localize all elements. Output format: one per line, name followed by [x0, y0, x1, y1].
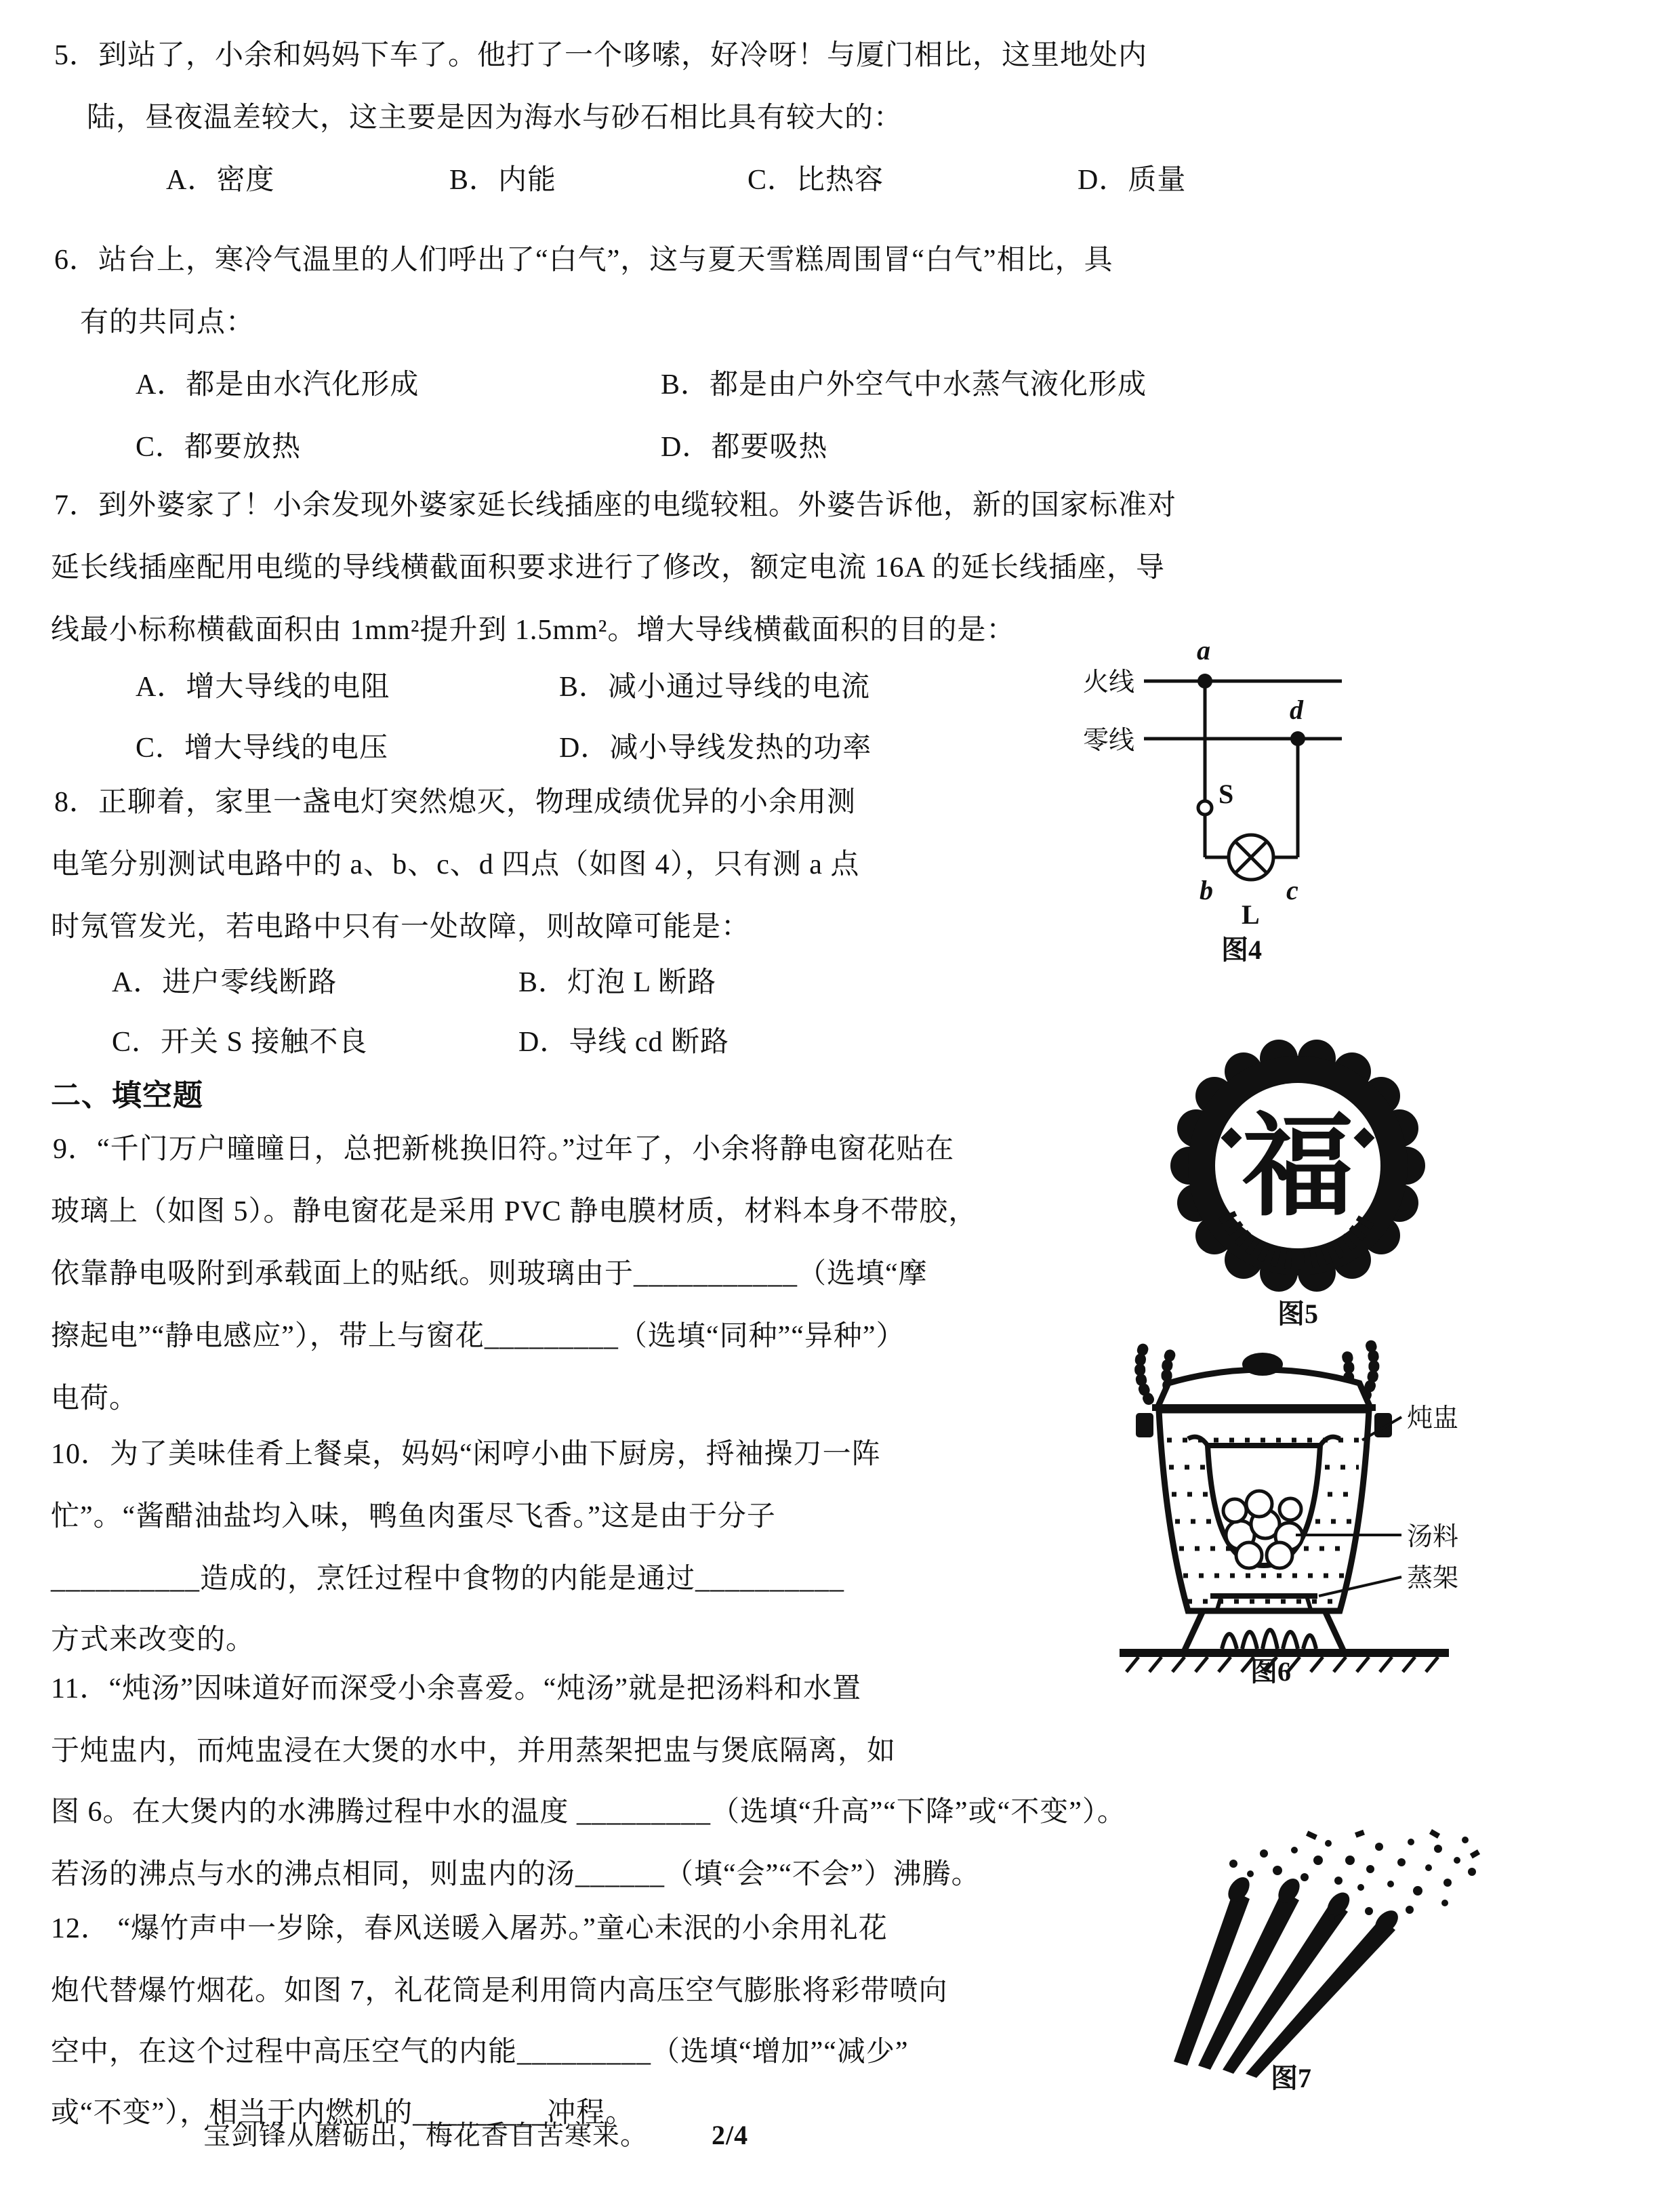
fig6-caption: 图6	[1250, 1656, 1291, 1687]
q9-line-1: 9．“千门万户曈曈日，总把新桃换旧符。”过年了，小余将静电窗花贴在	[53, 1134, 955, 1165]
q8-option-c: C．开关 S 接触不良	[112, 1027, 368, 1058]
q9-line-5: 电荷。	[51, 1383, 139, 1414]
footer-motto: 宝剑锋从磨砺出，梅花香自苦寒来。	[203, 2120, 648, 2150]
q7-line-3: 线最小标称横截面积由 1mm²提升到 1.5mm²。增大导线横截面积的目的是：	[51, 615, 1016, 646]
q8-option-d: D．导线 cd 断路	[518, 1027, 729, 1058]
q10-line-3: __________造成的，烹饪过程中食物的内能是通过__________	[51, 1563, 845, 1595]
q5-option-d: D．质量	[1078, 165, 1187, 196]
stew-bowl-label: 炖盅	[1407, 1404, 1459, 1433]
switch-icon	[1198, 801, 1212, 815]
q8-line-3: 时氖管发光，若电路中只有一处故障，则故障可能是：	[51, 912, 751, 943]
q11-line-3: 图 6。在大煲内的水沸腾过程中水的温度 _________（选填“升高”“下降”或“不变”）。	[51, 1797, 1126, 1828]
q5-line-2: 陆，昼夜温差较大，这主要是因为海水与砂石相比具有较大的：	[87, 102, 903, 134]
q10-line-1: 10．为了美味佳肴上餐桌，妈妈“闲哼小曲下厨房，捋袖操刀一阵	[51, 1439, 881, 1470]
q11-line-1: 11．“炖汤”因味道好而深受小余喜爱。“炖汤”就是把汤料和水置	[51, 1673, 862, 1704]
q12-line-3: 空中，在这个过程中高压空气的内能_________（选填“增加”“减少”	[51, 2036, 909, 2068]
q5-option-a: A．密度	[166, 165, 275, 196]
fig5-fu-papercut	[1152, 1037, 1450, 1335]
point-b-label: b	[1200, 875, 1213, 905]
fu-glyph: 福	[1242, 1105, 1354, 1229]
soup-ingredients	[1223, 1491, 1303, 1568]
footer-page-number: 2/4	[712, 2120, 749, 2150]
q12-line-2: 炮代替爆竹烟花。如图 7，礼花筒是利用筒内高压空气膨胀将彩带喷向	[51, 1975, 948, 2007]
q7-option-b: B．减小通过导线的电流	[559, 672, 871, 703]
q7-option-c: C．增大导线的电压	[136, 733, 389, 764]
point-a-label: a	[1197, 635, 1210, 665]
q11-line-4: 若汤的沸点与水的沸点相同，则盅内的汤______（填“会”“不会”）沸腾。	[51, 1859, 981, 1890]
q6-option-c: C．都要放热	[136, 432, 302, 463]
lid-knob	[1242, 1353, 1283, 1376]
q12-line-1: 12． “爆竹声中一岁除，春风送暖入屠苏。”童心未泯的小余用礼花	[51, 1913, 888, 1944]
q8-option-a: A．进户零线断路	[112, 967, 337, 998]
q7-line-1: 7．到外婆家了！小余发现外婆家延长线插座的电缆较粗。外婆告诉他，新的国家标准对	[54, 490, 1177, 521]
point-c-label: c	[1286, 875, 1298, 905]
q7-option-d: D．减小导线发热的功率	[559, 733, 872, 764]
q5-option-c: C．比热容	[747, 165, 884, 196]
q5-option-b: B．内能	[449, 165, 557, 196]
stove-leg-right	[1325, 1611, 1343, 1650]
pot-handle-left	[1136, 1413, 1153, 1437]
switch-label: S	[1218, 779, 1234, 809]
rack-label: 蒸架	[1407, 1564, 1459, 1593]
q11-line-2: 于炖盅内，而炖盅浸在大煲的水中，并用蒸架把盅与煲底隔离，如	[51, 1736, 897, 1767]
fig7-confetti-cannons	[1132, 1823, 1511, 2094]
q9-line-3: 依靠静电吸附到承载面上的贴纸。则玻璃由于___________（选填“摩	[51, 1258, 928, 1290]
fig4-circuit-diagram	[1064, 634, 1538, 986]
section-2-heading: 二、填空题	[51, 1079, 203, 1112]
fig4-caption: 图4	[1221, 935, 1262, 965]
neutral-wire-label: 零线	[1083, 726, 1135, 755]
q8-option-b: B．灯泡 L 断路	[518, 967, 717, 998]
q8-line-1: 8．正聊着，家里一盏电灯突然熄灭，物理成绩优异的小余用测	[54, 787, 857, 818]
q8-line-2: 电笔分别测试电路中的 a、b、c、d 四点（如图 4），只有测 a 点	[51, 849, 860, 880]
live-wire-label: 火线	[1083, 668, 1135, 697]
soup-label: 汤料	[1407, 1523, 1459, 1551]
cannon-tubes	[1174, 1891, 1395, 2078]
q5-line-1: 5．到站了，小余和妈妈下车了。他打了一个哆嗦，好冷呀！与厦门相比，这里地处内	[54, 40, 1148, 71]
q10-line-4: 方式来改变的。	[51, 1624, 255, 1656]
q7-option-a: A．增大导线的电阻	[136, 672, 390, 703]
q6-line-2: 有的共同点：	[80, 307, 255, 338]
q10-line-2: 忙”。“酱醋油盐均入味，鸭鱼肉蛋尽飞香。”这是由于分子	[51, 1501, 776, 1532]
stove-leg-left	[1185, 1611, 1203, 1650]
q6-option-b: B．都是由户外空气中水蒸气液化形成	[661, 369, 1147, 401]
fig7-caption: 图7	[1271, 2063, 1311, 2093]
fig6-soup-pot	[1078, 1332, 1525, 1687]
q12-line-4: 或“不变”），相当于内燃机的_________冲程。	[51, 2097, 635, 2129]
q9-line-2: 玻璃上（如图 5）。静电窗花是采用 PVC 静电膜材质，材料本身不带胶，	[51, 1196, 978, 1227]
fig5-caption: 图5	[1277, 1298, 1318, 1329]
confetti-burst	[1224, 1829, 1480, 1938]
q6-option-d: D．都要吸热	[661, 432, 828, 463]
q6-line-1: 6．站台上，寒冷气温里的人们呼出了“白气”，这与夏天雪糕周围冒“白气”相比，具	[54, 245, 1113, 276]
q9-line-4: 擦起电”“静电感应”），带上与窗花_________（选填“同种”“异种”）	[51, 1321, 905, 1352]
point-d-label: d	[1290, 695, 1303, 725]
flame-icon	[1222, 1630, 1316, 1649]
q6-option-a: A．都是由水汽化形成	[136, 369, 419, 401]
lamp-label: L	[1242, 899, 1260, 930]
q7-line-2: 延长线插座配用电缆的导线横截面积要求进行了修改，额定电流 16A 的延长线插座，导	[51, 552, 1166, 583]
